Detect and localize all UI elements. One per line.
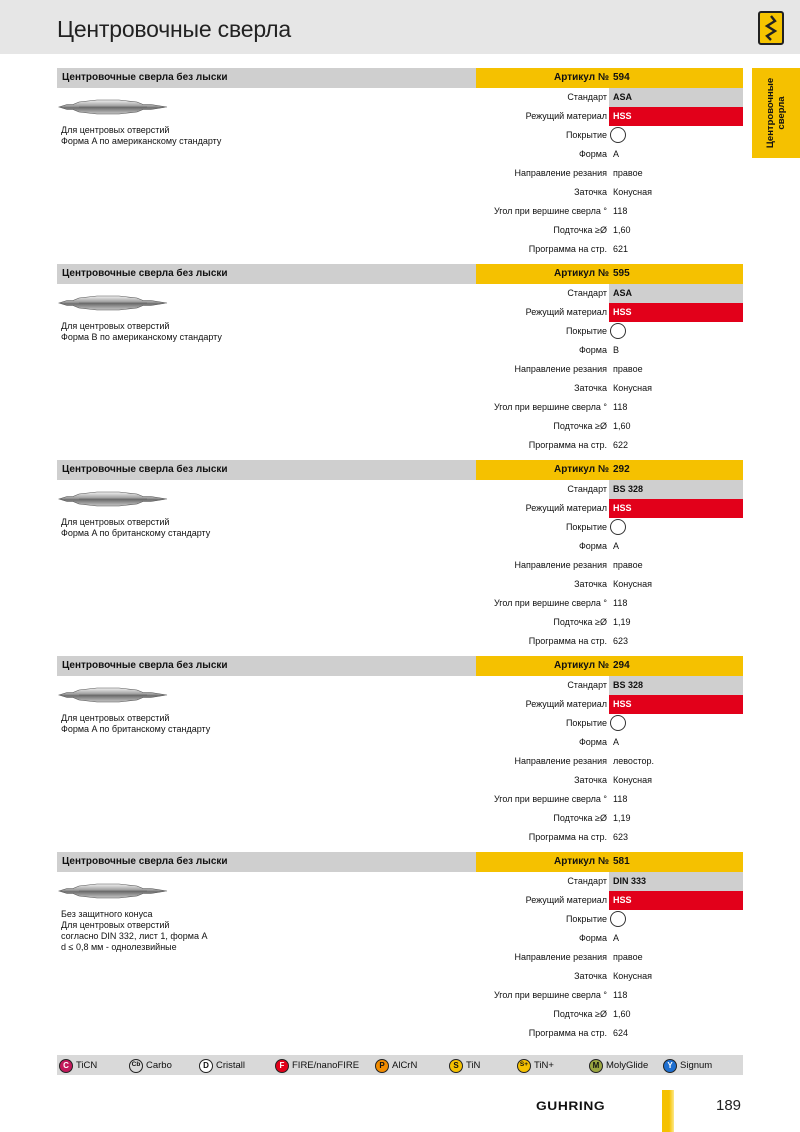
article-number[interactable]: 595 [613,268,630,279]
spec-label-material: Режущий материал [525,699,607,709]
spec-value-form: A [613,737,620,747]
spec-value-undercut: 1,60 [613,225,631,235]
spec-label-direction: Направление резания [514,560,607,570]
article-number[interactable]: 594 [613,72,630,83]
spec-label-material: Режущий материал [525,307,607,317]
product-header [57,460,743,480]
article-cell [476,264,743,284]
spec-value-standard: BS 328 [609,676,743,695]
spec-value-direction: левостор. [613,756,654,766]
product-title: Центровочные сверла без лыски [62,72,228,83]
spec-row-direction [437,752,743,771]
coating-badge-icon: S [449,1059,463,1073]
spec-value-form: B [613,345,620,355]
spec-label-program: Программа на стр. [528,832,607,842]
spec-value-sharpening: Конусная [613,579,652,589]
product-description [61,517,381,539]
article-number[interactable]: 292 [613,464,630,475]
description-line: Для центровых отверстий [61,125,170,135]
spec-row-angle [437,398,743,417]
spec-row-program [437,632,743,651]
spec-value-program: 621 [613,244,629,254]
spec-value-material: HSS [609,891,743,910]
brand-logo: GUHRING [536,1099,606,1113]
spec-label-direction: Направление резания [514,168,607,178]
spec-value-undercut: 1,19 [613,617,631,627]
coating-badge-icon: P [375,1059,389,1073]
legend-item-tin [449,1058,480,1073]
spec-label-sharpening: Заточка [574,383,607,393]
product-title: Центровочные сверла без лыски [62,660,228,671]
spec-value-direction: правое [613,168,643,178]
spec-value-sharpening: Конусная [613,971,652,981]
legend-label: Signum [680,1060,713,1071]
spec-label-direction: Направление резания [514,952,607,962]
product-header [57,656,743,676]
uncoated-circle-icon [610,127,626,143]
spec-row-material [437,891,743,910]
spec-label-undercut: Подточка ≥Ø [553,421,607,431]
spec-label-undercut: Подточка ≥Ø [553,813,607,823]
spec-value-direction: правое [613,952,643,962]
product-description [61,713,381,735]
article-cell [476,852,743,872]
spec-row-form [437,537,743,556]
spec-label-angle: Угол при вершине сверла ° [493,598,607,608]
spec-value-angle: 118 [613,794,628,804]
legend-label: TiN [466,1060,481,1071]
article-label: Артикул № [554,660,609,671]
coating-badge-icon: Cb [129,1059,143,1073]
coating-badge-icon: F [275,1059,289,1073]
spec-row-standard [437,872,743,891]
spec-row-program [437,1024,743,1043]
legend-item-ticn [59,1058,97,1073]
description-line: Форма A по британскому стандарту [61,528,211,538]
center-drill-icon [57,290,169,316]
spec-value-material: HSS [609,107,743,126]
spec-label-sharpening: Заточка [574,187,607,197]
footer-accent-bar [662,1090,674,1132]
page-title: Центровочные сверла [57,16,291,42]
product-title: Центровочные сверла без лыски [62,464,228,475]
spec-row-undercut [437,809,743,828]
spec-label-form: Форма [578,345,607,355]
spec-row-direction [437,164,743,183]
spec-label-sharpening: Заточка [574,579,607,589]
spec-value-standard: DIN 333 [609,872,743,891]
spec-label-sharpening: Заточка [574,971,607,981]
legend-label: TiCN [76,1060,98,1071]
legend-label: TiN+ [534,1060,554,1071]
spec-value-form: A [613,149,620,159]
spec-row-coating [437,714,743,733]
spec-row-form [437,341,743,360]
article-cell [476,460,743,480]
center-drill-icon [57,486,169,512]
product-header [57,264,743,284]
article-number[interactable]: 581 [613,856,630,867]
spec-row-program [437,436,743,455]
article-label: Артикул № [554,856,609,867]
page-number: 189 [716,1097,742,1114]
legend-label: Carbo [146,1060,172,1071]
spec-row-direction [437,556,743,575]
description-line: Для центровых отверстий [61,920,170,930]
spec-row-angle [437,790,743,809]
spec-label-standard: Стандарт [567,288,607,298]
spec-row-sharpening [437,771,743,790]
spec-value-form: A [613,933,620,943]
spec-label-direction: Направление резания [514,364,607,374]
spec-label-undercut: Подточка ≥Ø [553,1009,607,1019]
spec-label-angle: Угол при вершине сверла ° [493,206,607,216]
spec-row-sharpening [437,183,743,202]
coating-badge-icon: M [589,1059,603,1073]
spec-label-coating: Покрытие [565,130,607,140]
spec-row-standard [437,88,743,107]
spec-label-program: Программа на стр. [528,636,607,646]
product-description [61,321,381,343]
coating-badge-icon: Y [663,1059,677,1073]
spec-label-undercut: Подточка ≥Ø [553,225,607,235]
spec-row-angle [437,594,743,613]
spec-row-material [437,107,743,126]
article-label: Артикул № [554,72,609,83]
spec-value-undercut: 1,60 [613,1009,631,1019]
description-line: d ≤ 0,8 мм - однолезвийные [61,942,177,952]
description-line: согласно DIN 332, лист 1, форма A [61,931,208,941]
coating-badge-icon: D [199,1059,213,1073]
spec-value-direction: правое [613,560,643,570]
spec-row-direction [437,948,743,967]
spec-label-coating: Покрытие [565,718,607,728]
product-title: Центровочные сверла без лыски [62,856,228,867]
product-description [61,125,381,147]
spec-value-program: 624 [613,1028,629,1038]
coating-badge-icon: S+ [517,1059,531,1073]
product-description [61,909,381,953]
description-line: Для центровых отверстий [61,517,170,527]
side-tab-label: Центровочные сверла [765,77,787,149]
article-label: Артикул № [554,268,609,279]
spec-value-angle: 118 [613,402,628,412]
spec-label-program: Программа на стр. [528,440,607,450]
uncoated-circle-icon [610,519,626,535]
uncoated-circle-icon [610,715,626,731]
product-block-294 [57,656,743,846]
product-block-292 [57,460,743,650]
center-drill-icon [57,878,169,904]
spec-row-angle [437,986,743,1005]
legend-label: AlCrN [392,1060,418,1071]
spec-value-standard: ASA [609,284,743,303]
spec-row-form [437,145,743,164]
uncoated-circle-icon [610,323,626,339]
spec-value-undercut: 1,60 [613,421,631,431]
spec-row-sharpening [437,379,743,398]
spec-label-standard: Стандарт [567,484,607,494]
spec-label-form: Форма [578,149,607,159]
spec-row-sharpening [437,967,743,986]
spec-row-standard [437,676,743,695]
spec-row-coating [437,910,743,929]
spec-value-sharpening: Конусная [613,187,652,197]
legend-item-carbo [129,1058,172,1073]
spec-label-form: Форма [578,541,607,551]
spec-label-form: Форма [578,933,607,943]
product-title: Центровочные сверла без лыски [62,268,228,279]
spec-value-material: HSS [609,695,743,714]
spec-value-standard: ASA [609,88,743,107]
spec-row-coating [437,126,743,145]
spec-row-form [437,929,743,948]
spec-label-undercut: Подточка ≥Ø [553,617,607,627]
description-line: Форма A по американскому стандарту [61,136,222,146]
spec-row-form [437,733,743,752]
spec-value-program: 623 [613,636,629,646]
spec-label-material: Режущий материал [525,111,607,121]
spec-label-coating: Покрытие [565,522,607,532]
spec-label-material: Режущий материал [525,895,607,905]
spec-value-sharpening: Конусная [613,383,652,393]
spec-label-standard: Стандарт [567,680,607,690]
legend-item-alcrn [375,1058,417,1073]
spec-label-angle: Угол при вершине сверла ° [493,990,607,1000]
spec-value-standard: BS 328 [609,480,743,499]
spec-value-form: A [613,541,620,551]
spec-row-direction [437,360,743,379]
page-header [0,0,800,54]
spec-label-material: Режущий материал [525,503,607,513]
spec-row-standard [437,284,743,303]
spec-row-coating [437,518,743,537]
spec-value-sharpening: Конусная [613,775,652,785]
product-block-595 [57,264,743,454]
spec-row-material [437,303,743,322]
spec-row-material [437,499,743,518]
spec-row-material [437,695,743,714]
spec-value-angle: 118 [613,206,628,216]
product-block-581 [57,852,743,1042]
legend-item-signum [663,1058,712,1073]
spec-label-coating: Покрытие [565,326,607,336]
spec-row-undercut [437,221,743,240]
description-line: Без защитного конуса [61,909,153,919]
side-tab[interactable] [752,68,800,158]
spec-row-angle [437,202,743,221]
legend-label: Cristall [216,1060,246,1071]
legend-item-cristall [199,1058,245,1073]
product-header [57,68,743,88]
spec-value-material: HSS [609,303,743,322]
legend-label: MolyGlide [606,1060,649,1071]
center-drill-icon [57,682,169,708]
spec-row-coating [437,322,743,341]
spec-row-standard [437,480,743,499]
legend-label: FIRE/nanoFIRE [292,1060,360,1071]
spec-label-angle: Угол при вершине сверла ° [493,402,607,412]
description-line: Для центровых отверстий [61,713,170,723]
spec-label-standard: Стандарт [567,876,607,886]
description-line: Форма A по британскому стандарту [61,724,211,734]
spec-row-sharpening [437,575,743,594]
uncoated-circle-icon [610,911,626,927]
spec-row-program [437,828,743,847]
article-label: Артикул № [554,464,609,475]
article-number[interactable]: 294 [613,660,630,671]
spec-value-material: HSS [609,499,743,518]
center-drill-icon [57,94,169,120]
spec-value-program: 623 [613,832,629,842]
spec-value-angle: 118 [613,990,628,1000]
legend-item-tin+ [517,1058,554,1073]
spec-label-angle: Угол при вершине сверла ° [493,794,607,804]
spec-row-undercut [437,417,743,436]
product-header [57,852,743,872]
spec-value-direction: правое [613,364,643,374]
description-line: Для центровых отверстий [61,321,170,331]
article-cell [476,68,743,88]
spec-row-undercut [437,613,743,632]
spec-label-direction: Направление резания [514,756,607,766]
legend-item-molyglide [589,1058,648,1073]
spec-label-coating: Покрытие [565,914,607,924]
spec-label-program: Программа на стр. [528,1028,607,1038]
spec-row-undercut [437,1005,743,1024]
drill-icon [758,11,784,45]
legend-item-fire-nanofire [275,1058,359,1073]
coating-badge-icon: C [59,1059,73,1073]
coating-legend [57,1055,743,1075]
article-cell [476,656,743,676]
spec-label-standard: Стандарт [567,92,607,102]
spec-label-form: Форма [578,737,607,747]
spec-value-undercut: 1,19 [613,813,631,823]
spec-label-sharpening: Заточка [574,775,607,785]
description-line: Форма B по американскому стандарту [61,332,222,342]
spec-row-program [437,240,743,259]
product-block-594 [57,68,743,258]
spec-value-angle: 118 [613,598,628,608]
spec-label-program: Программа на стр. [528,244,607,254]
spec-value-program: 622 [613,440,629,450]
